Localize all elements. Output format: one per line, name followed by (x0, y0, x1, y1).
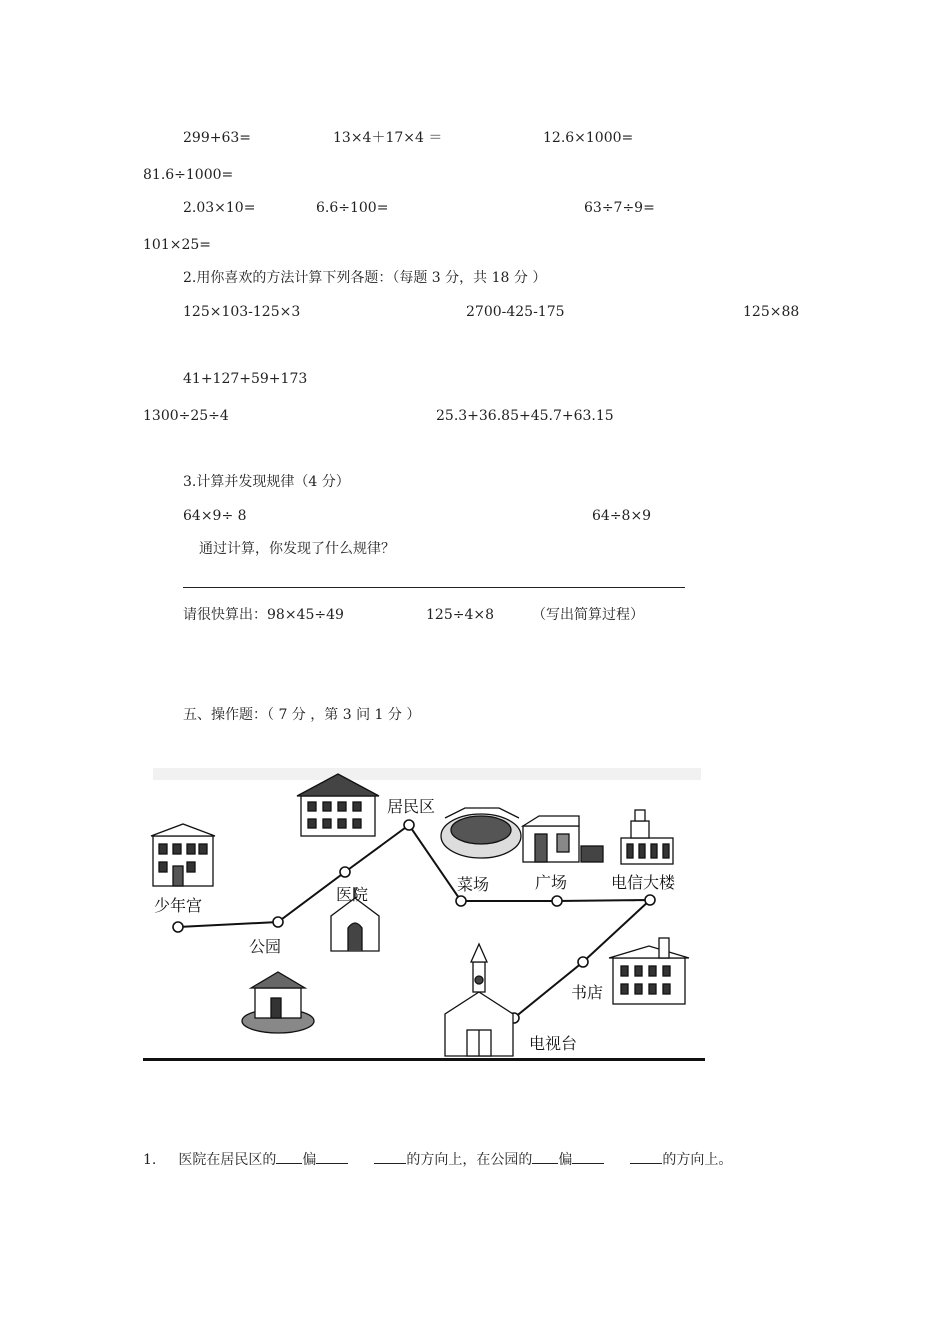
label-dianshitai: 电视台 (529, 1034, 578, 1053)
route-map (143, 766, 705, 1062)
label-caichang: 菜场 (457, 875, 490, 894)
expr-5: 2.03×10= (183, 200, 256, 216)
question-1-text-1: 医院在居民区的 (178, 1152, 277, 1168)
scan-strip (153, 768, 701, 780)
q2-item-5: 1300÷25÷4 (143, 408, 229, 424)
question-1-number: 1. (143, 1152, 157, 1168)
expr-6: 6.6÷100= (316, 200, 389, 216)
label-dianxin: 电信大楼 (611, 873, 676, 892)
q2-item-6: 25.3+36.85+45.7+63.15 (436, 408, 614, 424)
blank-2[interactable] (316, 1149, 348, 1164)
node-yiyuan (340, 867, 350, 877)
map-bottom-rule (143, 1058, 705, 1061)
blank-3[interactable] (374, 1149, 406, 1164)
q2-item-1: 125×103-125×3 (183, 304, 301, 320)
label-shudian: 书店 (571, 983, 604, 1002)
node-caichang (456, 896, 466, 906)
question-1 (143, 1149, 732, 1169)
question-1-text-5: 的方向上。 (662, 1152, 733, 1168)
question-1-text-3: 的方向上，在公园的 (406, 1152, 533, 1168)
q2-item-3: 125×88 (743, 304, 800, 320)
question-1-text-2: 偏 (302, 1152, 317, 1168)
q3-prompt: 通过计算，你发现了什么规律？ (199, 541, 395, 557)
node-jumingqu (404, 820, 414, 830)
expr-1: 299+63= (183, 130, 251, 146)
q2-item-4: 41+127+59+173 (183, 371, 308, 387)
label-gongyuan: 公园 (249, 937, 282, 956)
node-shudian (578, 957, 588, 967)
q3-title: 3.计算并发现规律（4 分） (183, 474, 350, 490)
expr-4: 81.6÷1000= (143, 167, 234, 183)
node-guangchang (552, 896, 562, 906)
expr-7: 63÷7÷9= (584, 200, 655, 216)
question-1-text-4: 偏 (558, 1152, 573, 1168)
q3-quick-expr2: 125÷4×8 (426, 607, 494, 623)
label-shaoniangong: 少年宫 (154, 896, 203, 915)
q3-quick: 请很快算出：98×45÷49 (183, 607, 344, 623)
q3-expr-2: 64÷8×9 (592, 508, 652, 524)
expr-2: 13×4＋17×4 ＝ (333, 130, 443, 146)
q2-title: 2.用你喜欢的方法计算下列各题：（每题 3 分，共 18 分 ） (183, 270, 547, 286)
blank-1[interactable] (276, 1149, 302, 1164)
shaoniangong-building-icon (151, 824, 215, 886)
node-shaoniangong (173, 922, 183, 932)
section5-title: 五、操作题：（ 7 分 ，第 3 问 1 分 ） (183, 707, 421, 723)
q2-item-2: 2700-425-175 (466, 304, 565, 320)
expr-3: 12.6×1000= (543, 130, 634, 146)
q3-quick-note: （写出简算过程） (532, 607, 644, 623)
expr-8: 101×25= (143, 237, 211, 253)
node-dianxin (645, 895, 655, 905)
label-yiyuan: 医院 (336, 885, 369, 904)
blank-4[interactable] (532, 1149, 558, 1164)
q3-expr-1: 64×9÷ 8 (183, 508, 247, 524)
blank-6[interactable] (630, 1149, 662, 1164)
label-guangchang: 广场 (535, 873, 568, 892)
answer-line (183, 587, 685, 588)
label-jumingqu: 居民区 (387, 797, 436, 816)
node-gongyuan (273, 917, 283, 927)
blank-5[interactable] (572, 1149, 604, 1164)
